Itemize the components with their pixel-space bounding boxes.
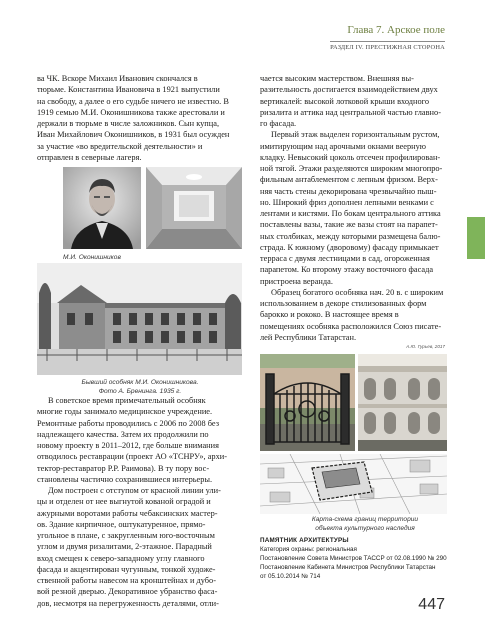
monument-heading: ПАМЯТНИК АРХИТЕКТУРЫ xyxy=(260,537,349,544)
text-line: пристроена веранда. xyxy=(260,276,333,286)
text-line: ов. Здание кирпичное, оштукатуренное, прямо- xyxy=(37,519,206,529)
text-line: ных столбиках, между которыми размещена балю- xyxy=(260,231,441,241)
text-line: го фасада. xyxy=(260,119,297,128)
portrait-photo xyxy=(63,167,141,249)
text-line: цы и отделен от нее выгнутой кованой оградой и xyxy=(37,497,211,507)
interior-photo xyxy=(146,167,242,249)
text-line: тектор-реставратор Р.Р. Раимова). В ту пору вос- xyxy=(37,463,210,473)
map-caption-line1: Карта-схема границ территории xyxy=(311,516,419,523)
header-rule xyxy=(330,41,445,42)
text-line: новому проекту в 2011–2012, где больше внимания xyxy=(37,441,219,450)
territory-map xyxy=(260,454,447,514)
text-line: 1919 семью М.И. Оконишникова также арестовали и xyxy=(37,107,225,117)
text-line: фасада и акцентирован чугунным, тонкой художе- xyxy=(37,564,216,574)
right-column-text xyxy=(260,73,447,343)
house-photo-caption xyxy=(80,379,200,396)
text-line: вертикалей: высокой лотковой крыши входного xyxy=(260,96,430,106)
text-line: В советское время примечательный особняк xyxy=(48,396,206,405)
text-line: ажурными воротами работы чебаксинских мастер- xyxy=(37,508,218,518)
text-line: фильным антаблементом с лепным фризом. Верх- xyxy=(260,175,438,185)
left-column-bottom-text xyxy=(37,395,242,609)
text-line: вход смещен к северо-западному углу главного xyxy=(37,553,205,563)
monument-info xyxy=(260,536,450,581)
text-line: чается высоким мастерством. Внешняя вы- xyxy=(260,74,414,83)
text-line: парапетом. Ко второму этажу восточного фасада xyxy=(260,265,434,275)
text-line: няя часть стены декорирована чрезвычайно пыш- xyxy=(260,186,437,196)
map-caption-line2: объекта культурного наследия xyxy=(315,524,415,532)
text-line: Иван Михайлович Оконишников, в 1931 был осужден xyxy=(37,130,230,140)
monument-decree-1: Постановление Совета Министров ТАССР от 02.08.1990 № 290 xyxy=(260,555,447,562)
section-title: РАЗДЕЛ IV. ПРЕСТИЖНАЯ СТОРОНА xyxy=(330,44,445,51)
text-line: ственной работы навесом на кронштейнах и дубо- xyxy=(37,576,217,585)
text-line: имитирующим над арочными окнами веерную xyxy=(260,141,427,151)
text-line: страда. К южному (дворовому) фасаду примыкает xyxy=(260,242,439,252)
house-caption-line2: Фото А. Бренинга. 1935 г. xyxy=(98,387,182,395)
map-caption xyxy=(300,516,430,533)
text-line: вой резной дверью. Декоративное убранство фаса- xyxy=(37,587,218,597)
text-line: лей Республики Татарстан. xyxy=(260,332,357,342)
text-line: но. Широкий фриз дополнен лепными венками с xyxy=(260,197,434,207)
text-line: Первый этаж выделен горизонтальным рустом, xyxy=(271,130,440,140)
house-caption-line1: Бывший особняк М.И. Оконишникова. xyxy=(81,379,199,386)
text-line: становлены частично сохранившиеся интерьеры. xyxy=(37,474,213,484)
monument-category: Категория охраны: региональная xyxy=(260,546,357,553)
text-line: угольное в плане, с закругленным юго-восточным xyxy=(37,531,215,540)
text-line: ризалита и аттика над центральной частью главно- xyxy=(260,107,441,117)
text-line: кладку. Невысокий цоколь отсечен профилирован- xyxy=(260,152,441,162)
text-line: лентами и кистями. По бокам центрального аттика xyxy=(260,209,441,218)
text-line: поставлены вазы, такие же вазы стоят на парапет- xyxy=(260,220,438,230)
text-line: терраса с двумя лестницами в сад, огороженная xyxy=(260,254,430,263)
text-line: ной тягой. Этажи разделяются широким многопро- xyxy=(260,164,443,173)
text-line: держали в тюрьме в числе заложников. Сын купца, xyxy=(37,119,220,128)
chapter-title: Глава 7. Арское поле xyxy=(347,24,445,36)
page-number: 447 xyxy=(418,596,445,613)
text-line: отводилось реставрации (проект АО «ТСНРУ», архи- xyxy=(37,452,228,462)
text-line: отправлен в северные лагеря. xyxy=(37,152,142,162)
text-line: Ремонтные работы проводились с 2006 по 2008 без xyxy=(37,418,220,428)
monument-decree-3: от 05.10.2014 № 714 xyxy=(260,573,321,580)
text-line: помещениях особняка расположился Союз писате- xyxy=(260,321,442,331)
text-line: барокко и рококо. В настоящее время в xyxy=(260,310,399,320)
left-column-top-text xyxy=(37,73,242,163)
photo-credit: А.Ю. Гурьев, 2017 xyxy=(406,344,445,349)
text-line: дов, несмотря на перегруженность деталями, отли- xyxy=(37,598,219,608)
text-line: Дом построен с отступом от красной линии ули- xyxy=(48,486,221,495)
text-line: многие годы занимало медицинское учреждение. xyxy=(37,407,213,417)
chapter-tab-marker xyxy=(467,217,485,259)
text-line: углом и двумя ризалитами, 2-этажное. Парадный xyxy=(37,542,212,552)
text-line: за участие «во вредительской деятельности» и xyxy=(37,141,203,151)
gate-photo xyxy=(260,354,355,451)
text-line: надлежащего качества. Затем их продолжили по xyxy=(37,429,209,439)
text-line: ва ЧК. Вскоре Михаил Иванович скончался в xyxy=(37,74,198,83)
text-line: Образец богатого особняка нач. 20 в. с широким xyxy=(271,287,444,297)
facade-photo xyxy=(358,354,447,451)
text-line: разительность достигается взаимодействием двух xyxy=(260,85,438,95)
portrait-caption: М.И. Оконишников xyxy=(63,254,121,261)
monument-decree-2: Постановление Кабинета Министров Республики Татарстан xyxy=(260,564,436,571)
text-line: использованием в декоре стилизованных форм xyxy=(260,299,427,308)
text-line: на свободу, а далее о его судьбе ничего не известно. В xyxy=(37,96,229,106)
text-line: тюрьме. Константина Ивановича в 1921 выпустили xyxy=(37,85,220,95)
historic-house-photo xyxy=(37,263,242,375)
